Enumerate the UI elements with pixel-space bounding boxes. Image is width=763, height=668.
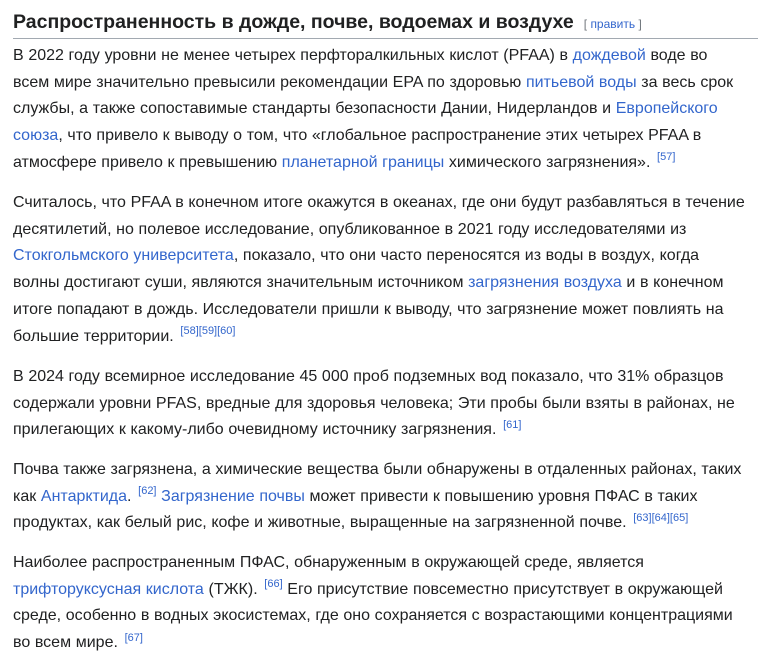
link-antarctica[interactable]: Антарктида <box>40 487 128 505</box>
citations-58-60 <box>180 325 235 337</box>
citation-64[interactable]: [64] <box>651 512 670 525</box>
link-planetary-boundary[interactable]: планетарной границы <box>281 153 445 171</box>
section-heading <box>13 6 758 40</box>
link-air-pollution[interactable]: загрязнения воздуха <box>468 274 622 292</box>
citation-65[interactable]: [65] <box>669 512 689 525</box>
citation-63[interactable]: [63] <box>633 512 652 525</box>
link-stockholm-university[interactable]: Стокгольмского университета <box>13 247 234 265</box>
citations-63-65 <box>633 512 688 524</box>
link-trifluoroacetic-acid[interactable]: трифторуксусная кислота <box>13 580 204 598</box>
edit-section-link[interactable]: править <box>590 17 636 31</box>
citation-58[interactable]: [58] <box>180 325 199 338</box>
paragraph-groundwater: В 2024 году всемирное исследование 45 000 проб подземных вод показало, что 31% образцов содержали уровни PFAS, вредные для здоровья человека; Эти пробы были взяты в районах, не прилегающих к какому-либо очевидному источнику загрязнения. [61] <box>13 368 735 439</box>
citation-57[interactable]: [57] <box>657 151 676 164</box>
paragraph-tfa: Наиболее распространенным ПФАС, обнаруженным в окружающей среде, является трифторуксусная кислота (ТЖК). [66] Его присутствие повсеместно присутствует в окружающей среде, особенно в водных экосистемах, где оно сохраняется с возрастающими концентрациями во всем мире. [67] <box>13 554 733 652</box>
edit-section-link-wrapper: [ править ] <box>583 17 642 31</box>
citation-67[interactable]: [67] <box>124 631 143 644</box>
citation-61[interactable]: [61] <box>503 419 522 432</box>
citation-62[interactable]: [62] <box>138 485 157 498</box>
citation-66[interactable]: [66] <box>264 578 283 591</box>
heading-divider <box>13 38 758 39</box>
link-soil-pollution[interactable]: Загрязнение почвы <box>161 487 305 505</box>
paragraph-soil: Почва также загрязнена, а химические вещества были обнаружены в отдаленных районах, таких как Антарктида. [62] Загрязнение почвы может привести к повышению уровня ПФАС в таких продуктах, как белый рис, кофе и животные, выращенные на загрязненной почве. [63][64][65] <box>13 461 742 532</box>
paragraph-oceans: Считалось, что PFAA в конечном итоге окажутся в океанах, где они будут разбавляться в течение десятилетий, но полевое исследование, опубликованное в 2021 году исследователями из Стокгольмского университета, показало, что они часто переносятся из воды в воздух, когда волны достигают суши, являются значительным источником загрязнения воздуха и в конечном итоге попадают в дождь. Исследователи пришли к выводу, что загрязнение может повлиять на большие территории. [58][59][60] <box>13 194 745 345</box>
section-title: Распространенность в дожде, почве, водоемах и воздухе <box>13 11 574 33</box>
link-drinking-water[interactable]: питьевой воды <box>525 73 637 91</box>
paragraph-rain: В 2022 году уровни не менее четырех перфторалкильных кислот (PFAA) в дождевой воде во всем мире значительно превысили рекомендации EPA по здоровью питьевой воды за весь срок службы, а также сопоставимые стандарты безопасности Дании, Нидерландов и Европейского союза, что привело к выводу о том, что «глобальное распространение этих четырех PFAA в атмосфере привело к превышению планетарной границы химического загрязнения». [57] <box>13 47 734 171</box>
link-european-union[interactable]: Европейского союза <box>13 100 718 145</box>
link-rain[interactable]: дождевой <box>572 47 646 64</box>
citation-59[interactable]: [59] <box>198 325 218 338</box>
citation-60[interactable]: [60] <box>217 325 236 338</box>
